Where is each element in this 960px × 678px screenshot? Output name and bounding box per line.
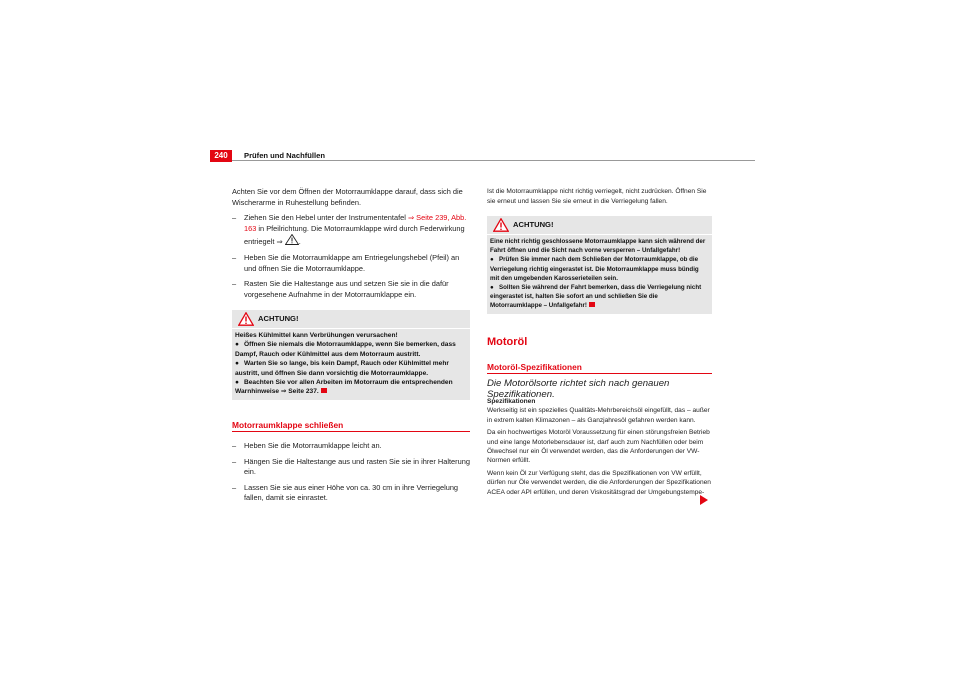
left-column [232,187,470,300]
right-intro: Ist die Motorraumklappe nicht richtig verriegelt, nicht zudrücken. Öffnen Sie sie erneut und lassen Sie sie erneut in die Verriegelung fallen. [487,188,707,205]
intro-text: Achten Sie vor dem Öffnen der Motorraumklappe darauf, dass sich die Wischerarme in Ruhestellung befinden. [232,187,463,207]
end-of-section-icon [589,302,595,307]
warning-triangle-icon [285,234,299,245]
warning-bullet: ● Öffnen Sie niemals die Motorraumklappe, wenn Sie bemerken, dass Dampf, Rauch oder Kühlmittel aus dem Motorraum austritt. [235,341,456,358]
spec-paragraph: Wenn kein Öl zur Verfügung steht, das die Spezifikationen von VW erfüllt, dürfen nur Öle verwendet werden, die die Anforderungen der Spezifikationen ACEA oder API erfüllen, und deren Viskositätsgrad der Umgebungstempe- [487,469,711,496]
warning-bullet: ● Warten Sie so lange, bis kein Dampf, Rauch oder Kühlmittel mehr austritt, und öffnen Sie dann vorsichtig die Motorraumklappe. [235,360,449,377]
warning-box-hood [487,216,712,314]
section-rule [487,373,712,374]
section-heading-spec: Motoröl-Spezifikationen [487,362,582,372]
open-step-2: – Heben Sie die Motorraumklappe am Entriegelungshebel (Pfeil) an und öffnen Sie die Motorraumklappe. [232,252,460,273]
close-steps [232,441,470,504]
section-heading-close: Motorraumklappe schließen [232,420,344,430]
section-rule [232,431,470,432]
end-of-section-icon [321,388,327,393]
warning-box-coolant [232,310,470,400]
open-step-1: – Ziehen Sie den Hebel unter der Instrumententafel ⇒ Seite 239, Abb. 163 in Pfeilrichtung. Die Motorraumklappe wird durch Federwirkung entriegelt ⇒ . [232,213,467,247]
close-step-3: – Lassen Sie sie aus einer Höhe von ca. 30 cm in ihre Verriegelung fallen, damit sie einrastet. [232,482,459,503]
warning-bullet: ● Prüfen Sie immer nach dem Schließen der Motorraumklappe, ob die Verriegelung richtig eingerastet ist. Die Motorraumklappe muss bündig mit den umgebenden Karosserieteilen sein. [490,256,699,282]
page-reference-link[interactable]: ⇒ Seite 239, Abb. 163 [244,213,467,233]
spec-subtitle: Die Motorölsorte richtet sich nach genauen Spezifikationen. [487,378,670,400]
page-number: 240 [210,150,232,162]
chapter-title: Prüfen und Nachfüllen [244,151,326,160]
warning-label: ACHTUNG! [258,314,299,323]
warning-lead: Heißes Kühlmittel kann Verbrühungen verursachen! [235,332,398,339]
warning-header [487,216,712,235]
spec-paragraph: Werkseitig ist ein spezielles Qualitäts-Mehrbereichsöl eingefüllt, das – außer in extrem kalten Klimazonen – als Ganzjahresöl gefahren werden kann. [487,407,710,424]
warning-bullet: ● Sollten Sie während der Fahrt bemerken, dass die Verriegelung nicht eingerastet ist, halten Sie sofort an und schließen Sie die Motorraumklappe – Unfallgefahr! [490,284,702,310]
spec-paragraph: Da ein hochwertiges Motoröl Voraussetzung für einen störungsfreien Betrieb und eine lange Motorlebensdauer ist, darf auch zum Nachfüllen oder beim Ölwechsel nur ein Öl verwendet werden, das die Anforderungen der VW-Normen erfüllt. [487,429,710,465]
header-rule [232,160,755,161]
close-step-2: – Hängen Sie die Haltestange aus und rasten Sie sie in ihrer Halterung ein. [232,456,470,477]
warning-triangle-icon [238,312,254,326]
warning-triangle-icon [493,218,509,232]
open-step-3: – Rasten Sie die Haltestange aus und setzen Sie sie in die dafür vorgesehene Aufnahme in der Motorraumklappe ein. [232,279,449,299]
spec-label: Spezifikationen [487,398,536,405]
warning-bullet: ● Beachten Sie vor allen Arbeiten im Motorraum die entsprechenden Warnhinweise ⇒ Seite 237. [235,379,453,396]
warning-label: ACHTUNG! [513,220,554,229]
main-heading-motoroel: Motoröl [487,336,528,348]
warning-header [232,310,470,329]
warning-lead: Eine nicht richtig geschlossene Motorraumklappe kann sich während der Fahrt öffnen und die Sicht nach vorne versperren – Unfallgefahr! [490,238,706,255]
spec-body [487,397,713,497]
close-step-1: – Heben Sie die Motorraumklappe leicht an. [232,441,382,450]
next-page-arrow-icon[interactable] [700,495,708,505]
